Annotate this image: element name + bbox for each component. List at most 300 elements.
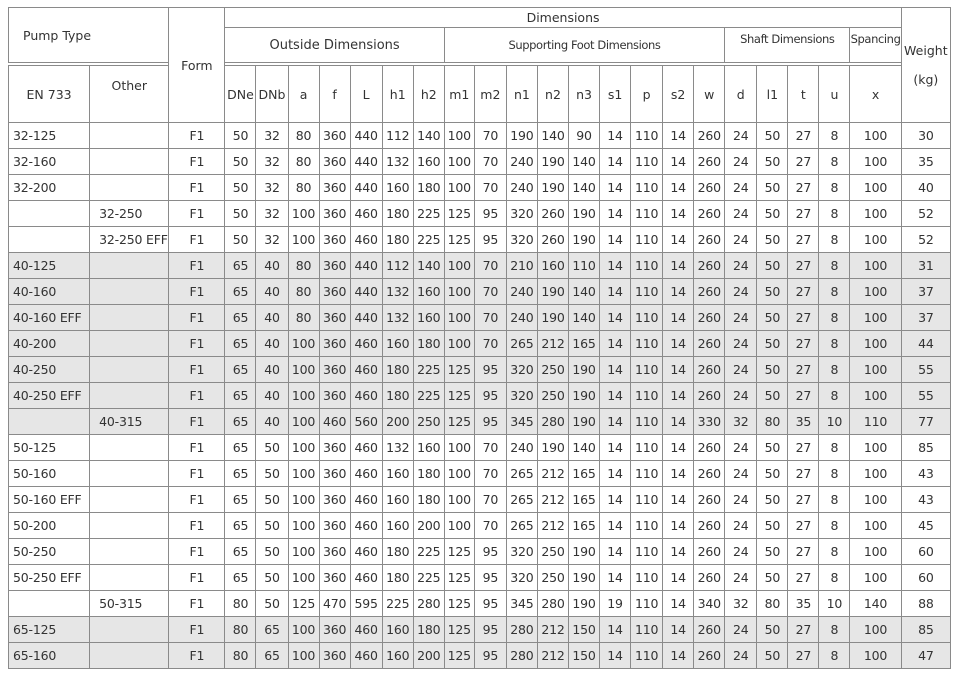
dimension-cell-u: 8	[819, 357, 850, 383]
dimension-cell-dne: 65	[225, 331, 256, 357]
dimension-cell-l1: 50	[757, 305, 788, 331]
dimension-cell-x: 100	[850, 227, 901, 253]
other-cell	[90, 513, 169, 539]
dimension-cell-m2: 95	[474, 591, 506, 617]
table-row	[9, 279, 951, 305]
dimension-cell-dne: 50	[225, 149, 256, 175]
dimension-cell-t: 27	[788, 357, 819, 383]
dimension-cell-w: 260	[694, 201, 725, 227]
dimension-cell-n1: 240	[506, 149, 537, 175]
dimension-cell-s2: 14	[663, 123, 694, 149]
en733-cell	[9, 201, 90, 227]
dimension-cell-p: 110	[631, 617, 663, 643]
dimension-cell-s2: 14	[663, 565, 694, 591]
dimension-cell-h2: 225	[413, 227, 444, 253]
dimension-cell-m1: 100	[444, 149, 474, 175]
other-cell: 32-250	[90, 201, 169, 227]
dimension-cell-w: 260	[694, 123, 725, 149]
other-cell: 32-250 EFF	[90, 227, 169, 253]
dimension-cell-t: 35	[788, 591, 819, 617]
dimension-cell-d: 24	[725, 357, 757, 383]
other-cell	[90, 175, 169, 201]
dimension-cell-s2: 14	[663, 643, 694, 669]
en733-cell	[9, 591, 90, 617]
form-cell: F1	[169, 123, 225, 149]
other-header: Other	[90, 66, 169, 123]
column-header-l: L	[350, 66, 382, 123]
dimension-cell-l: 460	[350, 643, 382, 669]
dimension-cell-n3: 190	[568, 201, 599, 227]
dimension-cell-t: 27	[788, 643, 819, 669]
column-header-t: t	[788, 66, 819, 123]
dimension-cell-n3: 140	[568, 175, 599, 201]
en733-cell: 40-250	[9, 357, 90, 383]
dimension-cell-s2: 14	[663, 513, 694, 539]
dimension-cell-h2: 225	[413, 357, 444, 383]
dimension-cell-l: 460	[350, 201, 382, 227]
weight-cell: 85	[901, 617, 950, 643]
form-cell: F1	[169, 539, 225, 565]
dimension-cell-t: 27	[788, 513, 819, 539]
dimension-cell-p: 110	[631, 123, 663, 149]
dimension-cell-dnb: 32	[256, 175, 288, 201]
dimension-cell-f: 360	[319, 357, 350, 383]
dimension-cell-w: 260	[694, 539, 725, 565]
dimension-cell-n1: 280	[506, 617, 537, 643]
other-cell: 50-315	[90, 591, 169, 617]
dimension-cell-dnb: 50	[256, 539, 288, 565]
dimension-cell-h2: 160	[413, 435, 444, 461]
dimension-cell-h1: 160	[382, 487, 413, 513]
en733-cell: 40-160 EFF	[9, 305, 90, 331]
dimension-cell-d: 24	[725, 461, 757, 487]
weight-label: Weight	[904, 43, 948, 58]
dimensions-header: Dimensions	[225, 8, 901, 28]
dimension-cell-w: 260	[694, 357, 725, 383]
dimension-cell-h1: 180	[382, 383, 413, 409]
table-row	[9, 149, 951, 175]
dimension-cell-w: 260	[694, 643, 725, 669]
dimension-cell-dnb: 32	[256, 123, 288, 149]
dimension-cell-dne: 65	[225, 357, 256, 383]
dimension-cell-u: 8	[819, 149, 850, 175]
dimension-cell-n2: 212	[537, 617, 568, 643]
dimension-cell-s2: 14	[663, 383, 694, 409]
dimension-cell-m1: 100	[444, 461, 474, 487]
table-row	[9, 357, 951, 383]
dimension-cell-m2: 95	[474, 383, 506, 409]
dimension-cell-n3: 190	[568, 409, 599, 435]
dimension-cell-u: 8	[819, 539, 850, 565]
dimension-cell-p: 110	[631, 383, 663, 409]
dimension-cell-f: 360	[319, 435, 350, 461]
form-cell: F1	[169, 565, 225, 591]
dimension-cell-p: 110	[631, 461, 663, 487]
dimension-cell-n2: 260	[537, 201, 568, 227]
dimension-cell-m1: 125	[444, 539, 474, 565]
dimension-cell-h2: 180	[413, 175, 444, 201]
dimension-cell-m2: 95	[474, 565, 506, 591]
form-cell: F1	[169, 253, 225, 279]
dimension-cell-l: 440	[350, 175, 382, 201]
dimension-cell-l: 440	[350, 305, 382, 331]
dimension-cell-t: 27	[788, 435, 819, 461]
dimension-cell-n3: 190	[568, 591, 599, 617]
dimension-cell-h2: 160	[413, 149, 444, 175]
dimension-cell-a: 100	[288, 383, 319, 409]
dimension-cell-n2: 160	[537, 253, 568, 279]
other-cell	[90, 617, 169, 643]
dimension-cell-l1: 50	[757, 331, 788, 357]
dimension-cell-a: 80	[288, 305, 319, 331]
dimension-cell-w: 260	[694, 383, 725, 409]
form-cell: F1	[169, 461, 225, 487]
other-cell	[90, 279, 169, 305]
dimension-cell-a: 100	[288, 331, 319, 357]
dimension-cell-w: 260	[694, 461, 725, 487]
dimension-cell-h2: 140	[413, 253, 444, 279]
dimension-cell-h2: 160	[413, 279, 444, 305]
dimension-cell-d: 24	[725, 539, 757, 565]
dimension-cell-m1: 100	[444, 123, 474, 149]
other-cell	[90, 253, 169, 279]
weight-cell: 55	[901, 383, 950, 409]
dimension-cell-x: 100	[850, 305, 901, 331]
dimension-cell-f: 360	[319, 331, 350, 357]
dimension-cell-h1: 112	[382, 253, 413, 279]
table-row	[9, 227, 951, 253]
dimension-cell-s2: 14	[663, 591, 694, 617]
dimension-cell-n1: 265	[506, 487, 537, 513]
dimension-cell-a: 80	[288, 149, 319, 175]
dimension-cell-n2: 212	[537, 331, 568, 357]
dimension-cell-h1: 180	[382, 565, 413, 591]
dimension-cell-s1: 14	[600, 435, 631, 461]
dimension-cell-s2: 14	[663, 279, 694, 305]
dimension-cell-t: 27	[788, 487, 819, 513]
dimension-cell-m2: 70	[474, 175, 506, 201]
dimension-cell-h2: 180	[413, 331, 444, 357]
dimension-cell-u: 8	[819, 383, 850, 409]
dimension-cell-t: 27	[788, 253, 819, 279]
pump-dimension-table	[8, 7, 951, 669]
dimension-cell-x: 100	[850, 487, 901, 513]
en733-cell: 50-160	[9, 461, 90, 487]
dimension-cell-d: 24	[725, 253, 757, 279]
weight-cell: 52	[901, 227, 950, 253]
dimension-cell-n1: 320	[506, 383, 537, 409]
dimension-cell-dnb: 65	[256, 617, 288, 643]
dimension-cell-n2: 190	[537, 435, 568, 461]
dimension-cell-m2: 95	[474, 643, 506, 669]
dimension-cell-a: 80	[288, 253, 319, 279]
dimension-cell-m1: 125	[444, 565, 474, 591]
form-cell: F1	[169, 305, 225, 331]
dimension-cell-t: 27	[788, 305, 819, 331]
dimension-cell-t: 27	[788, 227, 819, 253]
form-cell: F1	[169, 149, 225, 175]
dimension-cell-p: 110	[631, 643, 663, 669]
dimension-cell-f: 360	[319, 279, 350, 305]
dimension-cell-h1: 160	[382, 175, 413, 201]
dimension-cell-d: 24	[725, 123, 757, 149]
dimension-cell-n3: 190	[568, 357, 599, 383]
form-cell: F1	[169, 201, 225, 227]
weight-cell: 37	[901, 305, 950, 331]
dimension-cell-l: 460	[350, 357, 382, 383]
dimension-cell-s2: 14	[663, 227, 694, 253]
dimension-cell-dnb: 32	[256, 227, 288, 253]
dimension-cell-d: 24	[725, 331, 757, 357]
dimension-cell-x: 100	[850, 565, 901, 591]
column-header-h1: h1	[382, 66, 413, 123]
column-header-a: a	[288, 66, 319, 123]
dimension-cell-m2: 95	[474, 357, 506, 383]
dimension-cell-p: 110	[631, 539, 663, 565]
dimension-cell-n2: 190	[537, 279, 568, 305]
dimension-cell-n3: 190	[568, 539, 599, 565]
dimension-cell-t: 27	[788, 331, 819, 357]
dimension-cell-dnb: 50	[256, 591, 288, 617]
dimension-cell-s2: 14	[663, 253, 694, 279]
dimension-cell-s2: 14	[663, 175, 694, 201]
weight-cell: 30	[901, 123, 950, 149]
column-header-m2: m2	[474, 66, 506, 123]
dimension-cell-dne: 80	[225, 643, 256, 669]
column-header-dnb: DNb	[256, 66, 288, 123]
dimension-cell-w: 260	[694, 253, 725, 279]
dimension-cell-h1: 180	[382, 357, 413, 383]
dimension-cell-n3: 140	[568, 305, 599, 331]
dimension-cell-p: 110	[631, 591, 663, 617]
dimension-cell-w: 260	[694, 435, 725, 461]
dimension-cell-x: 100	[850, 149, 901, 175]
dimension-cell-s2: 14	[663, 305, 694, 331]
dimension-cell-w: 260	[694, 149, 725, 175]
dimension-cell-a: 100	[288, 487, 319, 513]
dimension-cell-l1: 50	[757, 279, 788, 305]
dimension-cell-h2: 225	[413, 383, 444, 409]
dimension-cell-l1: 50	[757, 461, 788, 487]
dimension-cell-dnb: 40	[256, 357, 288, 383]
dimension-cell-p: 110	[631, 279, 663, 305]
dimension-cell-m2: 70	[474, 279, 506, 305]
dimension-cell-l: 460	[350, 227, 382, 253]
dimension-cell-n2: 190	[537, 149, 568, 175]
weight-cell: 55	[901, 357, 950, 383]
dimension-cell-h2: 180	[413, 461, 444, 487]
dimension-cell-u: 8	[819, 565, 850, 591]
dimension-cell-h2: 160	[413, 305, 444, 331]
column-header-d: d	[725, 66, 757, 123]
dimension-cell-x: 100	[850, 331, 901, 357]
dimension-cell-t: 27	[788, 279, 819, 305]
dimension-cell-x: 100	[850, 539, 901, 565]
other-cell	[90, 461, 169, 487]
other-cell	[90, 565, 169, 591]
form-cell: F1	[169, 513, 225, 539]
dimension-cell-s1: 14	[600, 617, 631, 643]
dimension-cell-m2: 70	[474, 331, 506, 357]
other-cell	[90, 539, 169, 565]
dimension-cell-w: 260	[694, 305, 725, 331]
dimension-cell-f: 460	[319, 409, 350, 435]
table-row	[9, 331, 951, 357]
dimension-cell-t: 27	[788, 149, 819, 175]
dimension-cell-l1: 50	[757, 565, 788, 591]
dimension-cell-n1: 265	[506, 513, 537, 539]
dimension-cell-h1: 200	[382, 409, 413, 435]
dimension-cell-a: 100	[288, 201, 319, 227]
dimension-cell-h1: 160	[382, 461, 413, 487]
table-row	[9, 201, 951, 227]
weight-cell: 43	[901, 487, 950, 513]
dimension-cell-f: 360	[319, 383, 350, 409]
dimension-cell-dnb: 32	[256, 201, 288, 227]
dimension-cell-d: 24	[725, 513, 757, 539]
pump-type-header: Pump Type	[9, 8, 169, 63]
dimension-cell-m1: 100	[444, 175, 474, 201]
dimension-cell-n2: 250	[537, 565, 568, 591]
dimension-cell-h1: 225	[382, 591, 413, 617]
dimension-cell-a: 100	[288, 409, 319, 435]
dimension-cell-u: 8	[819, 435, 850, 461]
column-header-h2: h2	[413, 66, 444, 123]
dimension-cell-u: 8	[819, 253, 850, 279]
dimension-cell-d: 24	[725, 175, 757, 201]
dimension-cell-p: 110	[631, 435, 663, 461]
dimension-cell-s2: 14	[663, 539, 694, 565]
form-cell: F1	[169, 383, 225, 409]
dimension-cell-n1: 280	[506, 643, 537, 669]
dimension-cell-f: 360	[319, 149, 350, 175]
dimension-cell-n3: 110	[568, 253, 599, 279]
dimension-cell-dne: 80	[225, 617, 256, 643]
weight-cell: 31	[901, 253, 950, 279]
dimension-cell-s2: 14	[663, 617, 694, 643]
dimension-cell-s1: 14	[600, 149, 631, 175]
column-header-u: u	[819, 66, 850, 123]
dimension-cell-x: 110	[850, 409, 901, 435]
dimension-cell-m2: 95	[474, 201, 506, 227]
dimension-cell-h1: 132	[382, 435, 413, 461]
dimension-cell-p: 110	[631, 487, 663, 513]
dimension-cell-d: 32	[725, 409, 757, 435]
dimension-cell-m1: 125	[444, 383, 474, 409]
dimension-cell-s1: 14	[600, 513, 631, 539]
dimension-cell-f: 360	[319, 175, 350, 201]
form-header: Form	[169, 8, 225, 123]
dimension-cell-n1: 345	[506, 409, 537, 435]
dimension-cell-p: 110	[631, 227, 663, 253]
table-row	[9, 461, 951, 487]
dimension-cell-w: 330	[694, 409, 725, 435]
dimension-cell-x: 100	[850, 643, 901, 669]
dimension-cell-n2: 190	[537, 305, 568, 331]
weight-unit: (kg)	[913, 72, 939, 87]
dimension-cell-f: 360	[319, 487, 350, 513]
dimension-cell-h1: 180	[382, 539, 413, 565]
dimension-cell-n1: 240	[506, 305, 537, 331]
dimension-cell-m2: 70	[474, 435, 506, 461]
weight-cell: 77	[901, 409, 950, 435]
dimension-cell-a: 80	[288, 175, 319, 201]
dimension-cell-d: 24	[725, 435, 757, 461]
dimension-cell-m2: 70	[474, 487, 506, 513]
dimension-cell-l: 460	[350, 617, 382, 643]
dimension-cell-dne: 65	[225, 279, 256, 305]
column-header-l1: l1	[757, 66, 788, 123]
form-cell: F1	[169, 409, 225, 435]
other-cell	[90, 487, 169, 513]
form-cell: F1	[169, 435, 225, 461]
other-cell	[90, 435, 169, 461]
dimension-cell-u: 8	[819, 279, 850, 305]
dimension-cell-p: 110	[631, 409, 663, 435]
table-row	[9, 539, 951, 565]
dimension-cell-d: 24	[725, 201, 757, 227]
dimension-cell-f: 360	[319, 227, 350, 253]
table-row	[9, 409, 951, 435]
column-header-s1: s1	[600, 66, 631, 123]
dimension-cell-h2: 200	[413, 513, 444, 539]
dimension-cell-m2: 70	[474, 305, 506, 331]
dimension-cell-n2: 280	[537, 409, 568, 435]
dimension-cell-dne: 65	[225, 435, 256, 461]
other-cell	[90, 643, 169, 669]
dimension-cell-l: 460	[350, 461, 382, 487]
form-cell: F1	[169, 279, 225, 305]
dimension-cell-x: 100	[850, 357, 901, 383]
dimension-cell-n2: 190	[537, 175, 568, 201]
dimension-cell-u: 8	[819, 201, 850, 227]
dimension-cell-a: 100	[288, 357, 319, 383]
dimension-cell-d: 24	[725, 617, 757, 643]
table-row	[9, 617, 951, 643]
column-header-row	[9, 66, 951, 123]
dimension-cell-x: 100	[850, 513, 901, 539]
dimension-cell-d: 24	[725, 149, 757, 175]
dimension-cell-h2: 180	[413, 617, 444, 643]
dimension-cell-l1: 50	[757, 435, 788, 461]
dimension-cell-h1: 160	[382, 513, 413, 539]
dimension-cell-s1: 14	[600, 201, 631, 227]
dimension-cell-t: 27	[788, 539, 819, 565]
dimension-cell-m2: 70	[474, 253, 506, 279]
dimension-cell-l1: 50	[757, 357, 788, 383]
dimension-cell-m1: 125	[444, 617, 474, 643]
dimension-cell-s1: 14	[600, 279, 631, 305]
dimension-cell-n1: 210	[506, 253, 537, 279]
dimension-cell-s1: 14	[600, 487, 631, 513]
dimension-cell-s1: 14	[600, 305, 631, 331]
spancing-header: Spancing	[850, 28, 901, 63]
en733-cell	[9, 227, 90, 253]
table-row	[9, 435, 951, 461]
dimension-cell-h1: 132	[382, 279, 413, 305]
dimension-cell-n2: 250	[537, 539, 568, 565]
dimension-cell-d: 24	[725, 565, 757, 591]
dimension-cell-u: 8	[819, 643, 850, 669]
dimension-cell-f: 360	[319, 539, 350, 565]
dimension-cell-l: 460	[350, 565, 382, 591]
dimension-cell-n1: 240	[506, 435, 537, 461]
form-cell: F1	[169, 331, 225, 357]
dimension-cell-n1: 320	[506, 565, 537, 591]
column-header-p: p	[631, 66, 663, 123]
dimension-cell-l: 440	[350, 149, 382, 175]
dimension-cell-l: 460	[350, 539, 382, 565]
